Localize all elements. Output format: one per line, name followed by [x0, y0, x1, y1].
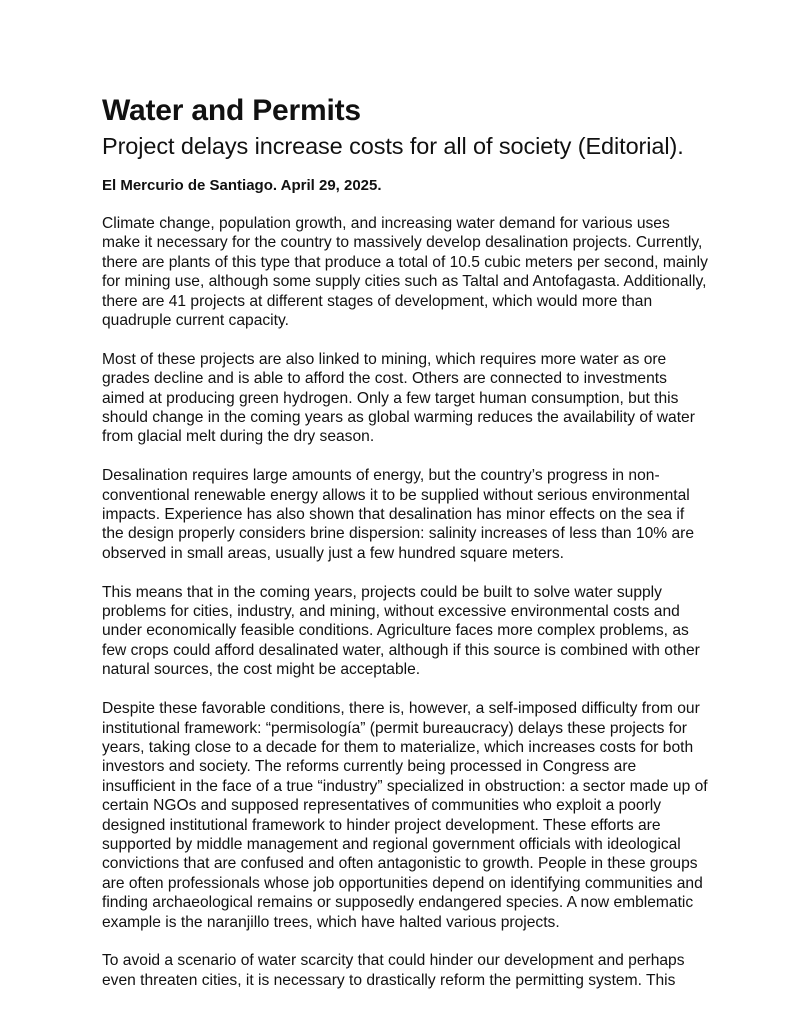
- text-line: should change in the coming years as global warming reduces the availability of water: [102, 409, 695, 427]
- article-subtitle: Project delays increase costs for all of society (Editorial).: [102, 133, 684, 159]
- text-line: institutional framework: “permisología” (permit bureaucracy) delays these projects for: [102, 719, 687, 737]
- text-line: problems for cities, industry, and mining, without excessive environmental costs and: [102, 603, 680, 621]
- text-line: finding archaeological remains or supposedly endangered species. A now emblematic: [102, 894, 694, 912]
- text-line: certain NGOs and supposed representatives of communities who exploit a poorly: [102, 797, 662, 815]
- text-line: natural sources, the cost might be acceptable.: [102, 661, 421, 679]
- text-line: make it necessary for the country to massively develop desalination projects. Currently,: [102, 234, 703, 252]
- text-line: investors and society. The reforms currently being processed in Congress are: [102, 758, 637, 776]
- text-line: Most of these projects are also linked to mining, which requires more water as ore: [102, 350, 667, 368]
- text-line: This means that in the coming years, projects could be built to solve water supply: [102, 583, 662, 601]
- text-line: conventional renewable energy allows it to be supplied without serious environmental: [102, 486, 690, 504]
- article-byline: El Mercurio de Santiago. April 29, 2025.: [102, 177, 382, 194]
- text-line: even threaten cities, it is necessary to drastically reform the permitting system. This: [102, 971, 676, 989]
- text-line: To avoid a scenario of water scarcity that could hinder our development and perhaps: [102, 952, 685, 970]
- paragraph-1: [102, 214, 722, 330]
- text-line: there are 41 projects at different stages of development, which would more than: [102, 292, 653, 310]
- text-line: example is the naranjillo trees, which have halted various projects.: [102, 913, 560, 931]
- text-line: insufficient in the face of a true “industry” specialized in obstruction: a sector made up of: [102, 777, 708, 795]
- text-line: observed in small areas, usually just a few hundred square meters.: [102, 544, 564, 562]
- text-line: the design properly considers brine dispersion: salinity increases of less than 10% are: [102, 525, 695, 543]
- text-line: impacts. Experience has also shown that desalination has minor effects on the sea if: [102, 506, 685, 524]
- text-line: few crops could afford desalinated water, although if this source is combined with other: [102, 641, 700, 659]
- text-line: quadruple current capacity.: [102, 312, 289, 330]
- text-line: aimed at producing green hydrogen. Only a few target human consumption, but this: [102, 389, 679, 407]
- text-line: from glacial melt during the dry season.: [102, 428, 375, 446]
- text-line: Despite these favorable conditions, there is, however, a self-imposed difficulty from our: [102, 700, 700, 718]
- text-line: designed institutional framework to hinder project development. These efforts are: [102, 816, 661, 834]
- text-line: there are plants of this type that produce a total of 10.5 cubic meters per second, mainly: [102, 253, 708, 271]
- paragraph-2: [102, 350, 722, 447]
- text-line: Desalination requires large amounts of energy, but the country’s progress in non-: [102, 467, 660, 485]
- text-line: years, taking close to a decade for them to materialize, which increases costs for both: [102, 738, 694, 756]
- article-title: Water and Permits: [102, 94, 361, 127]
- article-body: [102, 214, 722, 990]
- text-line: under economically feasible conditions. Agriculture faces more complex problems, as: [102, 622, 689, 640]
- paragraph-3: [102, 466, 722, 563]
- paragraph-4: [102, 583, 722, 680]
- paragraph-6: [102, 951, 722, 990]
- text-line: grades decline and is able to afford the cost. Others are connected to investments: [102, 370, 667, 388]
- text-line: Climate change, population growth, and increasing water demand for various uses: [102, 215, 670, 232]
- paragraph-5: [102, 699, 722, 932]
- text-line: are often professionals whose job opportunities depend on identifying communities and: [102, 874, 703, 892]
- article: [102, 93, 722, 1010]
- text-line: for mining use, although some supply cities such as Taltal and Antofagasta. Additionally,: [102, 273, 707, 291]
- text-line: supported by middle management and regional government officials with ideological: [102, 835, 681, 853]
- text-line: convictions that are confused and often antagonistic to growth. People in these groups: [102, 855, 698, 873]
